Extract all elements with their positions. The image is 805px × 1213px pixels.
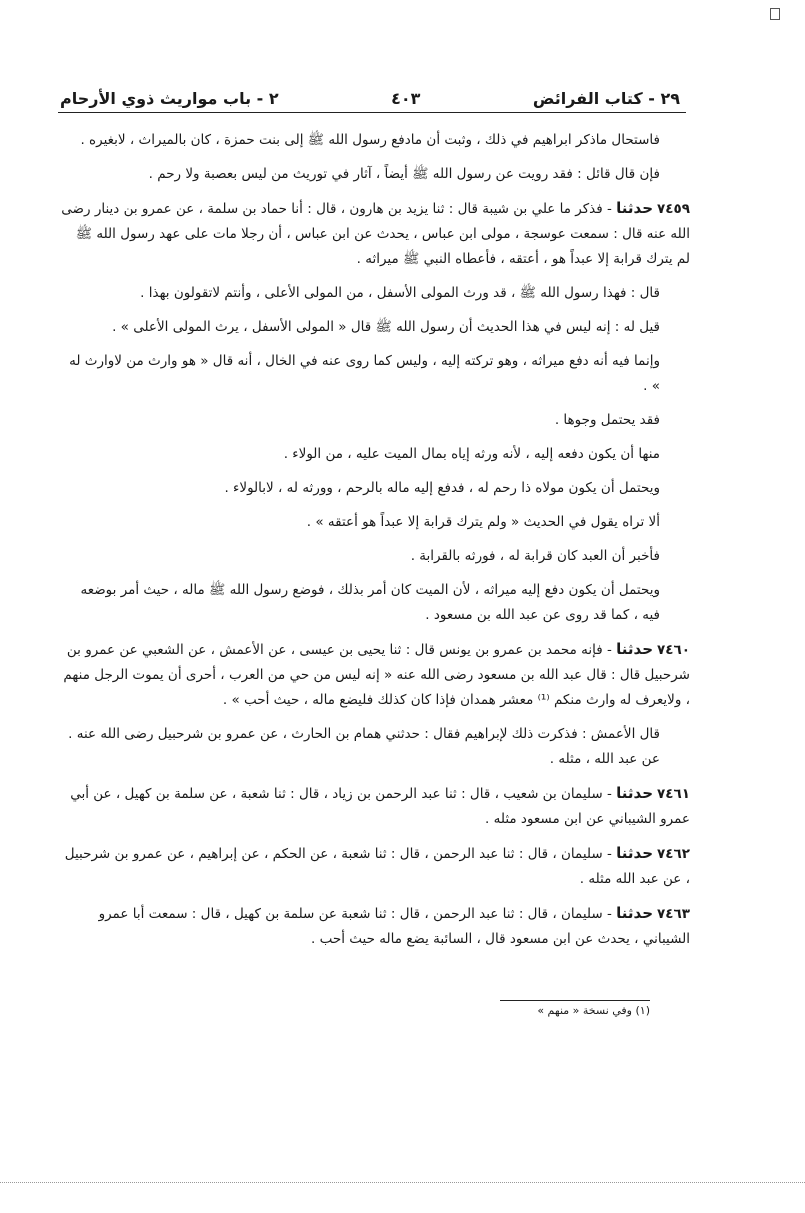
chapter-title: ٢٩ - كتاب الفرائض — [532, 89, 680, 108]
text-paragraph — [60, 544, 690, 569]
haddathana-word: حدثنا — [616, 784, 654, 802]
text-paragraph — [60, 476, 690, 501]
paragraph-text: - فإنه محمد بن عمرو بن يونس قال : ثنا يحيى بن عيسى ، عن الأعمش ، عن الشعبي عن عمرو بن شرحبيل قال : قال عبد الله بن مسعود رضى الله عنه « إنه ليس من حي من العرب ، أحرى أن يموت الرجل منهم ، ولايعرف له وارث منكم ⁽¹⁾ معشر همدان فإذا كان كذلك فليضع ماله ، حيث أحب » . — [63, 642, 690, 708]
paragraph-text: قيل له : إنه ليس في هذا الحديث أن رسول الله ﷺ قال « المولى الأسفل ، يرث المولى الأعلى » . — [112, 319, 660, 335]
text-paragraph — [60, 722, 690, 772]
text-paragraph — [60, 281, 690, 306]
haddathana-word: حدثنا — [616, 904, 654, 922]
paragraph-text: - فذكر ما علي بن شيبة قال : ثنا يزيد بن هارون ، قال : أنا حماد بن سلمة ، عن عمرو بن دينار رضى الله عنه قال : سمعت عوسجة ، مولى ابن عباس ، يحدث عن ابن عباس ، أن رجلا مات على عهد رسول الله ﷺ لم يترك قرابة إلا عبداً هو ، أعتقه ، فأعطاه النبي ﷺ ميراثه . — [61, 201, 690, 267]
hadith-paragraph — [60, 637, 690, 713]
hadith-paragraph — [60, 781, 690, 832]
paragraph-text: قال الأعمش : فذكرت ذلك لإبراهيم فقال : حدثني همام بن الحارث ، عن عمرو بن شرحبيل رضى الله عنه . عن عبد الله ، مثله . — [68, 726, 660, 767]
footnote-rule — [500, 1000, 650, 1001]
text-paragraph — [60, 162, 690, 187]
paragraph-text: - سليمان ، قال : ثنا عبد الرحمن ، قال : ثنا شعبة عن سلمة بن كهيل ، قال : سمعت أبا عمرو الشيباني ، يحدث عن ابن مسعود قال ، السائبة يضع ماله حيث أحب . — [98, 906, 690, 947]
paragraph-text: ويحتمل أن يكون دفع إليه ميراثه ، لأن الميت كان أمر بذلك ، فوضع رسول الله ﷺ ماله ، حيث أمر بوضعه فيه ، كما قد روى عن عبد الله بن مسعود . — [80, 582, 660, 623]
paragraph-text: - سليمان ، قال : ثنا عبد الرحمن ، قال : ثنا شعبة ، عن الحكم ، عن إبراهيم ، عن عمرو بن شرحبيل ، عن عبد الله مثله . — [64, 846, 690, 887]
text-paragraph — [60, 315, 690, 340]
hadith-number: ٧٤٥٩ — [657, 201, 690, 217]
page-bottom-edge — [0, 1182, 805, 1183]
paragraph-text: فقد يحتمل وجوها . — [554, 412, 660, 428]
hadith-number: ٧٤٦٢ — [657, 846, 690, 862]
hadith-number: ٧٤٦٠ — [657, 642, 690, 658]
paragraph-text: ويحتمل أن يكون مولاه ذا رحم له ، فدفع إليه ماله بالرحم ، وورثه له ، لابالولاء . — [224, 480, 660, 496]
haddathana-word: حدثنا — [616, 640, 654, 658]
header-rule — [58, 112, 686, 113]
scan-corner-mark — [770, 8, 780, 20]
paragraph-text: وإنما فيه أنه دفع ميراثه ، وهو تركته إليه ، وليس كما روى عنه في الخال ، أنه قال « هو وارث من لاوارث له » . — [69, 353, 660, 394]
hadith-number: ٧٤٦١ — [657, 786, 690, 802]
paragraph-text: ألا تراه يقول في الحديث « ولم يترك قرابة إلا عبداً هو أعتقه » . — [306, 514, 660, 530]
hadith-paragraph — [60, 196, 690, 272]
page-number: ٤٠٣ — [391, 89, 421, 108]
hadith-paragraph — [60, 841, 690, 892]
page-header — [60, 78, 680, 108]
paragraph-text: - سليمان بن شعيب ، قال : ثنا عبد الرحمن بن زياد ، قال : ثنا شعبة ، عن سلمة بن كهيل ، عن أبي عمرو الشيباني عن ابن مسعود مثله . — [70, 786, 690, 827]
text-paragraph — [60, 408, 690, 433]
paragraph-text: فإن قال قائل : فقد رويت عن رسول الله ﷺ أيضاً ، آثار في توريث من ليس بعصبة ولا رحم . — [148, 166, 660, 182]
section-title: ٢ - باب مواريث ذوي الأرحام — [60, 89, 279, 108]
text-paragraph — [60, 442, 690, 467]
paragraph-text: فأخبر أن العبد كان قرابة له ، فورثه بالقرابة . — [410, 548, 660, 564]
haddathana-word: حدثنا — [616, 844, 654, 862]
hadith-paragraph — [60, 901, 690, 952]
text-paragraph — [60, 578, 690, 628]
hadith-number: ٧٤٦٣ — [657, 906, 690, 922]
paragraph-text: منها أن يكون دفعه إليه ، لأنه ورثه إياه بمال الميت عليه ، من الولاء . — [283, 446, 660, 462]
text-paragraph — [60, 349, 690, 399]
paragraph-text: قال : فهذا رسول الله ﷺ ، قد ورث المولى الأسفل ، من المولى الأعلى ، وأنتم لاتقولون بهذا . — [140, 285, 660, 301]
haddathana-word: حدثنا — [616, 199, 654, 217]
text-paragraph — [60, 510, 690, 535]
main-text — [60, 128, 690, 961]
footnote: (١) وفي نسخة « منهم » — [537, 1004, 650, 1017]
paragraph-text: فاستحال ماذكر ابراهيم في ذلك ، وثبت أن مادفع رسول الله ﷺ إلى بنت حمزة ، كان بالميراث ، لابغيره . — [80, 132, 660, 148]
text-paragraph — [60, 128, 690, 153]
